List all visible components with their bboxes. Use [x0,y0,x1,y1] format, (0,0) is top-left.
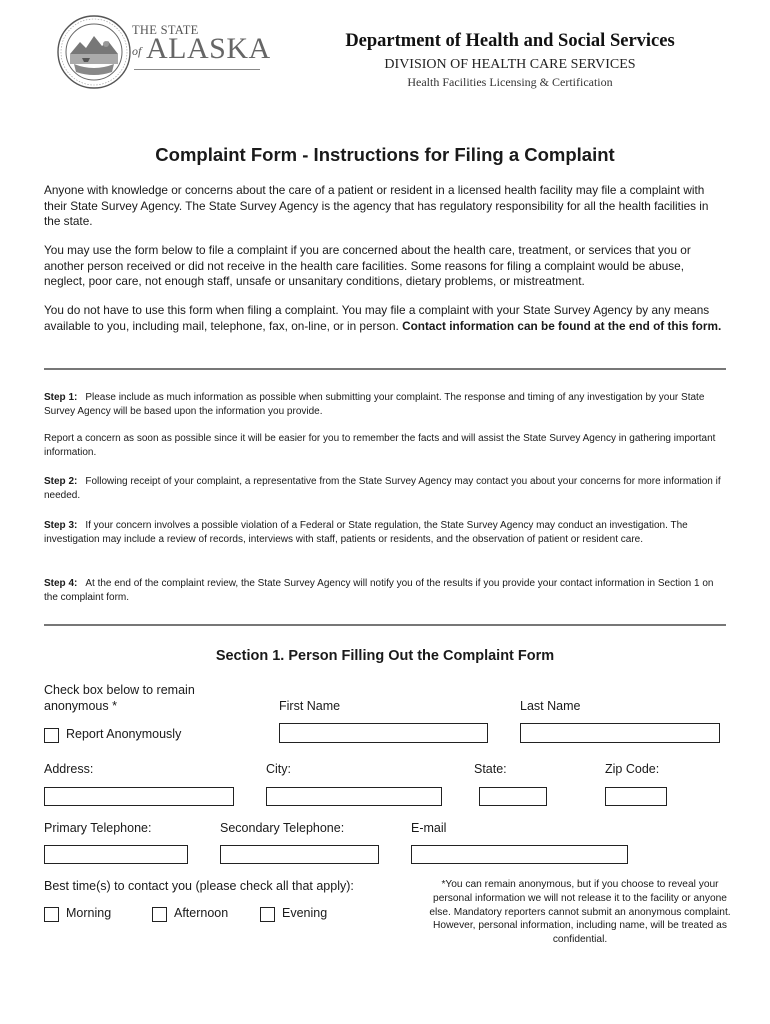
intro-paragraph-3 [44,303,728,334]
email-label: E-mail [411,821,447,835]
anonymous-instruction-line-2: anonymous * [44,699,117,713]
address-field[interactable] [44,787,234,806]
zip-code-field[interactable] [605,787,667,806]
zip-code-label: Zip Code: [605,762,660,776]
step-4 [44,577,728,605]
first-name-label: First Name [279,699,341,713]
divider [44,368,726,370]
section-1-title: Section 1. Person Filling Out the Complaint Form [215,648,555,664]
report-anonymously-label: Report Anonymously [66,727,182,741]
logo-of: of [132,44,142,58]
afternoon-label: Afternoon [174,906,229,920]
state-label: State: [474,762,507,776]
division-title: DIVISION OF HEALTH CARE SERVICES [384,57,636,72]
report-anonymously-checkbox[interactable] [44,728,59,743]
divider [44,624,726,626]
state-field[interactable] [479,787,547,806]
step-3 [44,519,728,547]
anonymity-note: *You can remain anonymous, but if you choose to reveal your personal information we will not release it to the facility or anyone else. Mandatory reporters cannot submit an anonymous complaint. However, personal information, including name, will be treated as confidential. [429,879,731,946]
intro-paragraph-3-text: You do not have to use this form when filing a complaint. You may file a complaint with your State Survey Agency by any means available to you, including mail, telephone, fax, on-line, or in person. [44,303,710,333]
logo-the-state: THE STATE [132,23,199,37]
intro-paragraph-1: Anyone with knowledge or concerns about the care of a patient or resident in a licensed health facility may file a complaint with their State Survey Agency. The State Survey Agency is the agency that has regulatory responsibility for all the health facilities in the state. [44,183,709,228]
email-field[interactable] [411,845,628,864]
anonymous-instruction-line-1: Check box below to remain [44,683,195,697]
primary-telephone-label: Primary Telephone: [44,821,152,835]
address-label: Address: [44,762,94,776]
city-field[interactable] [266,787,442,806]
step-1-text: Please include as much information as possible when submitting your complaint. The response and timing of any investigation by your State Survey Agency will be based upon the information you provide. [44,392,705,417]
evening-checkbox[interactable] [260,907,275,922]
step-2-label: Step 2: [44,476,78,487]
afternoon-checkbox[interactable] [152,907,167,922]
primary-telephone-field[interactable] [44,845,188,864]
step-2 [44,475,728,503]
first-name-field[interactable] [279,723,488,743]
logo-alaska: ALASKA [146,32,271,65]
last-name-label: Last Name [520,699,581,713]
logo-divider [134,69,260,70]
alaska-state-seal-icon [56,14,132,90]
step-2-text: Following receipt of your complaint, a representative from the State Survey Agency may contact you about your concerns for more information if needed. [44,476,721,501]
city-label: City: [266,762,291,776]
step-4-text: At the end of the complaint review, the State Survey Agency will notify you of the results if you provide your contact information in Section 1 on the complaint form. [44,578,714,603]
step-1 [44,391,728,419]
best-time-label: Best time(s) to contact you (please check all that apply): [44,879,354,893]
step-1-label: Step 1: [44,392,78,403]
step-3-text: If your concern involves a possible violation of a Federal or State regulation, the State Survey Agency may conduct an investigation. The investigation may include a review of records, interviews with staff, patients or residents, and the observation of patient or resident care. [44,520,688,545]
evening-label: Evening [282,906,328,920]
secondary-telephone-label: Secondary Telephone: [220,821,345,835]
last-name-field[interactable] [520,723,720,743]
unit-title: Health Facilities Licensing & Certification [407,75,613,89]
contact-info-note: Contact information can be found at the end of this form. [402,318,722,333]
intro-paragraph-2: You may use the form below to file a complaint if you are concerned about the health care, treatment, or services that you or another person received or did not receive in the health care facilities. Some reasons for filing a complaint would be abuse, neglect, poor care, not enough staff, unsafe or unsanitary conditions, dietary problems, or mistreatment. [44,243,691,288]
form-title: Complaint Form - Instructions for Filing a Complaint [155,144,615,165]
step-1-followup: Report a concern as soon as possible since it will be easier for you to remember the facts and will assist the State Survey Agency in gathering important information. [44,433,716,458]
morning-checkbox[interactable] [44,907,59,922]
morning-label: Morning [66,906,112,920]
step-3-label: Step 3: [44,520,78,531]
step-4-label: Step 4: [44,578,78,589]
secondary-telephone-field[interactable] [220,845,379,864]
department-title: Department of Health and Social Services [345,31,675,51]
